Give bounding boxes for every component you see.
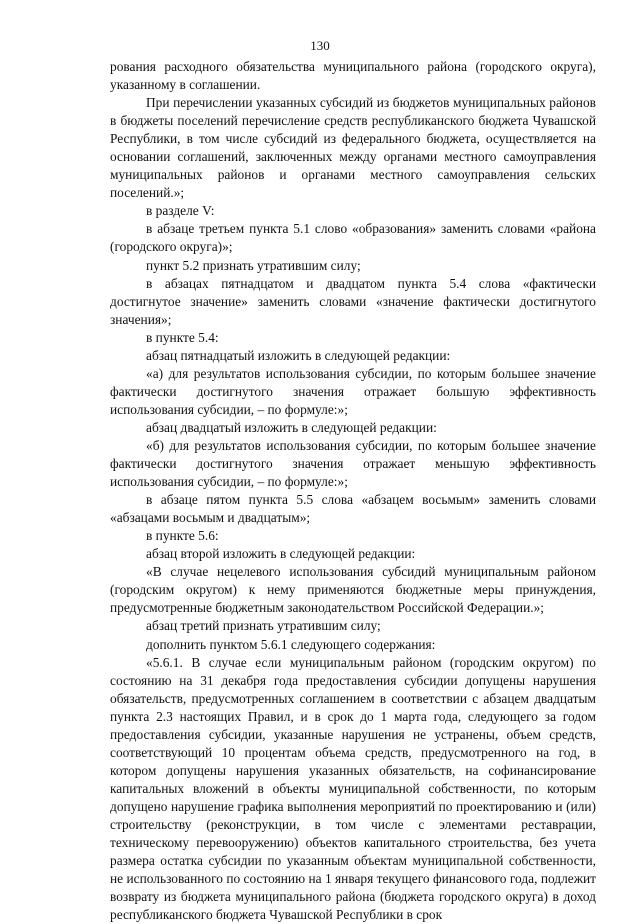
paragraph-9: «а) для результатов использования субсидии, по которым большее значение фактически достигнутого значения отражает большую эффективность использования субсидии, – по формуле:»; xyxy=(110,365,596,417)
paragraph-8: абзац пятнадцатый изложить в следующей редакции: xyxy=(146,347,451,363)
paragraph-16: абзац третий признать утратившим силу; xyxy=(146,618,381,634)
paragraph-2: При перечислении указанных субсидий из бюджетов муниципальных районов в бюджеты поселений перечисление средств республиканского бюджета Чувашской Республики, в том числе субсидий из федерального бюджета, осуществляется на основании соглашений, заключенных между органами местного самоуправления муниципальных районов и органами местного самоуправления сельских поселений.»; xyxy=(110,95,596,201)
paragraph-10: абзац двадцатый изложить в следующей редакции: xyxy=(146,419,437,435)
page-number: 130 xyxy=(310,38,330,53)
paragraph-4: в абзаце третьем пункта 5.1 слово «образования» заменить словами «района (городского округа)»; xyxy=(110,221,596,255)
paragraph-5: пункт 5.2 признать утратившим силу; xyxy=(146,257,361,273)
paragraph-15: «В случае нецелевого использования субсидий муниципальным районом (городским округом) к нему применяются бюджетные меры принуждения, предусмотренные бюджетным законодательством Российской Федерации.»; xyxy=(110,564,596,616)
paragraph-1: рования расходного обязательства муниципального района (городского округа), указанному в соглашении. xyxy=(110,59,596,93)
paragraph-7: в пункте 5.4: xyxy=(146,329,219,345)
paragraph-11: «б) для результатов использования субсидии, по которым большее значение фактически достигнутого значения отражает меньшую эффективность использования субсидии, – по формуле:»; xyxy=(110,437,596,490)
document-body xyxy=(110,58,596,924)
paragraph-12: в абзаце пятом пункта 5.5 слова «абзацем восьмым» заменить словами «абзацами восьмым и двадцатым»; xyxy=(110,492,596,526)
paragraph-3: в разделе V: xyxy=(146,203,215,219)
paragraph-6: в абзацах пятнадцатом и двадцатом пункта 5.4 слова «фактически достигнутое значение» заменить словами «значение фактически достигнутого значения»; xyxy=(110,275,596,327)
paragraph-14: абзац второй изложить в следующей редакции: xyxy=(146,546,416,562)
paragraph-17: дополнить пунктом 5.6.1 следующего содержания: xyxy=(146,636,436,652)
paragraph-18: «5.6.1. В случае если муниципальным районом (городским округом) по состоянию на 31 декабря года предоставления субсидии допущены нарушения обязательств, предусмотренных соглашением в соответствии с абзацем двадцатым пункта 2.3 настоящих Правил, и в срок до 1 марта года, следующего за годом предоставления субсидии, указанные нарушения не устранены, объем средств, соответствующий 10 процентам объема средств, предусмотренного на год, в котором допущены нарушения указанных обязательств, на софинансирование капитальных вложений в объекты муниципальной собственности, по которым допущено нарушение графика выполнения мероприятий по проектированию и (или) строительству (реконструкции, в том числе с элементами реставрации, техническому перевооружению) объектов капитального строительства, без учета размера остатка субсидии по указанным объектам муниципальной собственности, не использованного по состоянию на 1 января текущего финансового года, подлежит возврату из бюджета муниципального района (бюджета городского округа) в доход республиканского бюджета Чувашской Республики в срок xyxy=(110,654,596,923)
paragraph-13: в пункте 5.6: xyxy=(146,528,219,544)
